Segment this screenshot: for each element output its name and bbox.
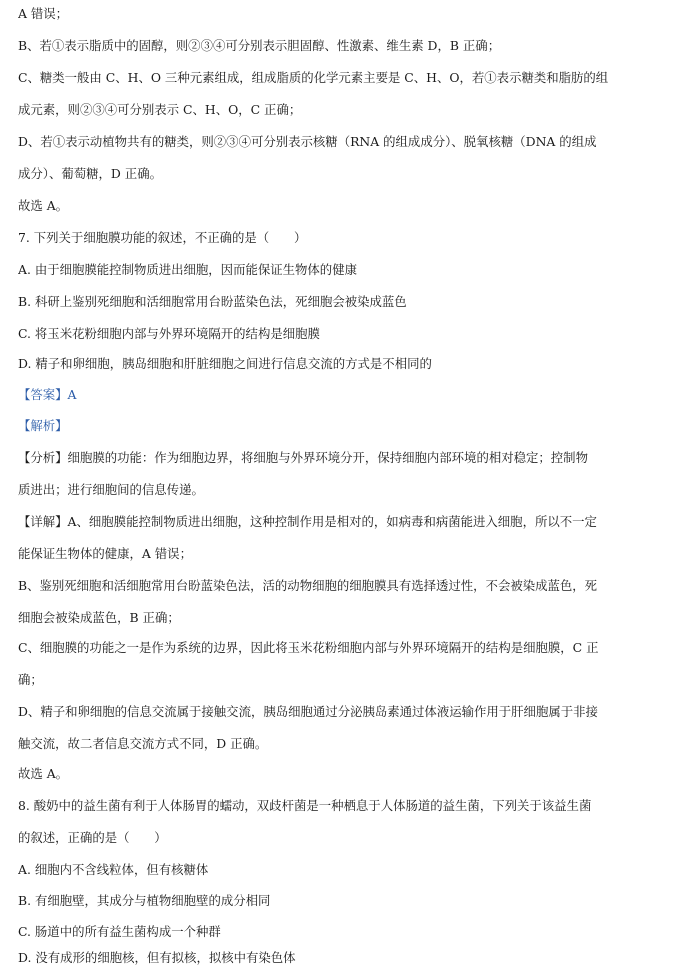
text-line: C、糖类一般由 C、H、O 三种元素组成，组成脂质的化学元素主要是 C、H、O，若①表示糖类和脂肪的组 [18,70,609,85]
question-stem: 的叙述，正确的是（ ） [18,830,167,845]
text-line: B、鉴别死细胞和活细胞常用台盼蓝染色法，活的动物细胞的细胞膜具有选择透过性，不会被染成蓝色，死 [18,578,598,593]
text-line: 细胞会被染成蓝色，B 正确； [18,610,180,625]
option-b: B. 有细胞壁，其成分与植物细胞壁的成分相同 [18,893,271,908]
text-line: D、精子和卵细胞的信息交流属于接触交流，胰岛细胞通过分泌胰岛素通过体液运输作用于肝细胞属于非接 [18,704,598,719]
text-line: 质进出；进行细胞间的信息传递。 [18,482,204,497]
option-d: D. 精子和卵细胞，胰岛细胞和肝脏细胞之间进行信息交流的方式是不相同的 [18,356,432,371]
question-stem: 7. 下列关于细胞膜功能的叙述，不正确的是（ ） [18,230,307,245]
option-c: C. 肠道中的所有益生菌构成一个种群 [18,924,221,939]
text-line: D、若①表示动植物共有的糖类，则②③④可分别表示核糖（RNA 的组成成分）、脱氧核糖（DNA 的组成 [18,134,597,149]
text-line: 故选 A。 [18,766,69,781]
option-a: A. 细胞内不含线粒体，但有核糖体 [18,862,209,877]
text-line: B、若①表示脂质中的固醇，则②③④可分别表示胆固醇、性激素、维生素 D，B 正确； [18,38,501,53]
text-line: 成元素，则②③④可分别表示 C、H、O，C 正确； [18,102,302,117]
text-line: 触交流，故二者信息交流方式不同，D 正确。 [18,736,268,751]
question-stem: 8. 酸奶中的益生菌有利于人体肠胃的蠕动，双歧杆菌是一种栖息于人体肠道的益生菌，下列关于该益生菌 [18,798,592,813]
option-c: C. 将玉米花粉细胞内部与外界环境隔开的结构是细胞膜 [18,326,320,341]
text-line: 故选 A。 [18,198,69,213]
text-line: A 错误； [18,6,69,21]
option-d: D. 没有成形的细胞核，但有拟核，拟核中有染色体 [18,950,296,965]
text-line: 【详解】A、细胞膜能控制物质进出细胞，这种控制作用是相对的，如病毒和病菌能进入细胞，所以不一定 [18,514,597,529]
text-line: 确； [18,672,43,687]
option-b: B. 科研上鉴别死细胞和活细胞常用台盼蓝染色法，死细胞会被染成蓝色 [18,294,407,309]
analysis-tag: 【解析】 [18,418,68,433]
text-line: 【分析】细胞膜的功能：作为细胞边界，将细胞与外界环境分开，保持细胞内部环境的相对稳定；控制物 [18,450,588,465]
text-line: 成分）、葡萄糖，D 正确。 [18,166,162,181]
text-line: C、细胞膜的功能之一是作为系统的边界，因此将玉米花粉细胞内部与外界环境隔开的结构是细胞膜，C 正 [18,640,599,655]
answer-tag: 【答案】A [18,387,77,402]
text-line: 能保证生物体的健康，A 错误； [18,546,192,561]
option-a: A. 由于细胞膜能控制物质进出细胞，因而能保证生物体的健康 [18,262,357,277]
